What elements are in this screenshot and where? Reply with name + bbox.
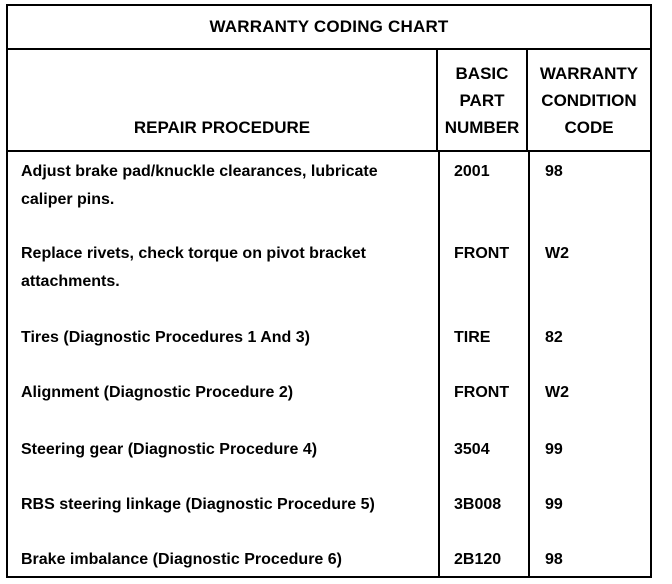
part-number-cell: TIRE [454, 329, 491, 346]
procedure-cell: Brake imbalance (Diagnostic Procedure 6) [21, 551, 342, 568]
header-repair-procedure-label: REPAIR PROCEDURE [133, 118, 311, 137]
header-code-line-2: CONDITION [541, 90, 637, 110]
condition-code-cell: 99 [545, 441, 563, 458]
condition-code-cell: W2 [545, 245, 569, 262]
procedure-cell: Alignment (Diagnostic Procedure 2) [21, 384, 294, 401]
header-part-line-3: NUMBER [444, 117, 520, 137]
procedure-cell: Tires (Diagnostic Procedures 1 And 3) [21, 329, 310, 346]
warranty-coding-chart [6, 4, 652, 578]
header-code-line-3: CODE [564, 117, 614, 137]
procedure-cell: Replace rivets, check torque on pivot bracket attachments. [21, 245, 367, 290]
part-number-cell: 2B120 [454, 551, 502, 568]
procedure-cell: Steering gear (Diagnostic Procedure 4) [21, 441, 318, 458]
part-number-cell: FRONT [454, 245, 510, 262]
part-number-cell: 3504 [454, 441, 490, 458]
condition-code-cell: 98 [545, 163, 563, 180]
condition-code-cell: 98 [545, 551, 563, 568]
header-warranty-condition-code [528, 50, 650, 152]
condition-code-cell: W2 [545, 384, 569, 401]
part-number-cell: 3B008 [454, 496, 502, 513]
header-code-line-1: WARRANTY [539, 63, 639, 83]
part-number-cell: FRONT [454, 384, 510, 401]
procedure-cell: Adjust brake pad/knuckle clearances, lubricate caliper pins. [21, 163, 378, 208]
column-divider [528, 152, 530, 576]
header-part-line-2: PART [459, 90, 505, 110]
condition-code-cell: 82 [545, 329, 563, 346]
header-basic-part-number [438, 50, 528, 152]
chart-title: WARRANTY CODING CHART [8, 6, 650, 50]
header-part-line-1: BASIC [455, 63, 509, 83]
condition-code-cell: 99 [545, 496, 563, 513]
procedure-cell: RBS steering linkage (Diagnostic Procedure 5) [21, 496, 375, 513]
column-divider [438, 152, 440, 576]
header-repair-procedure [8, 50, 438, 152]
part-number-cell: 2001 [454, 163, 490, 180]
